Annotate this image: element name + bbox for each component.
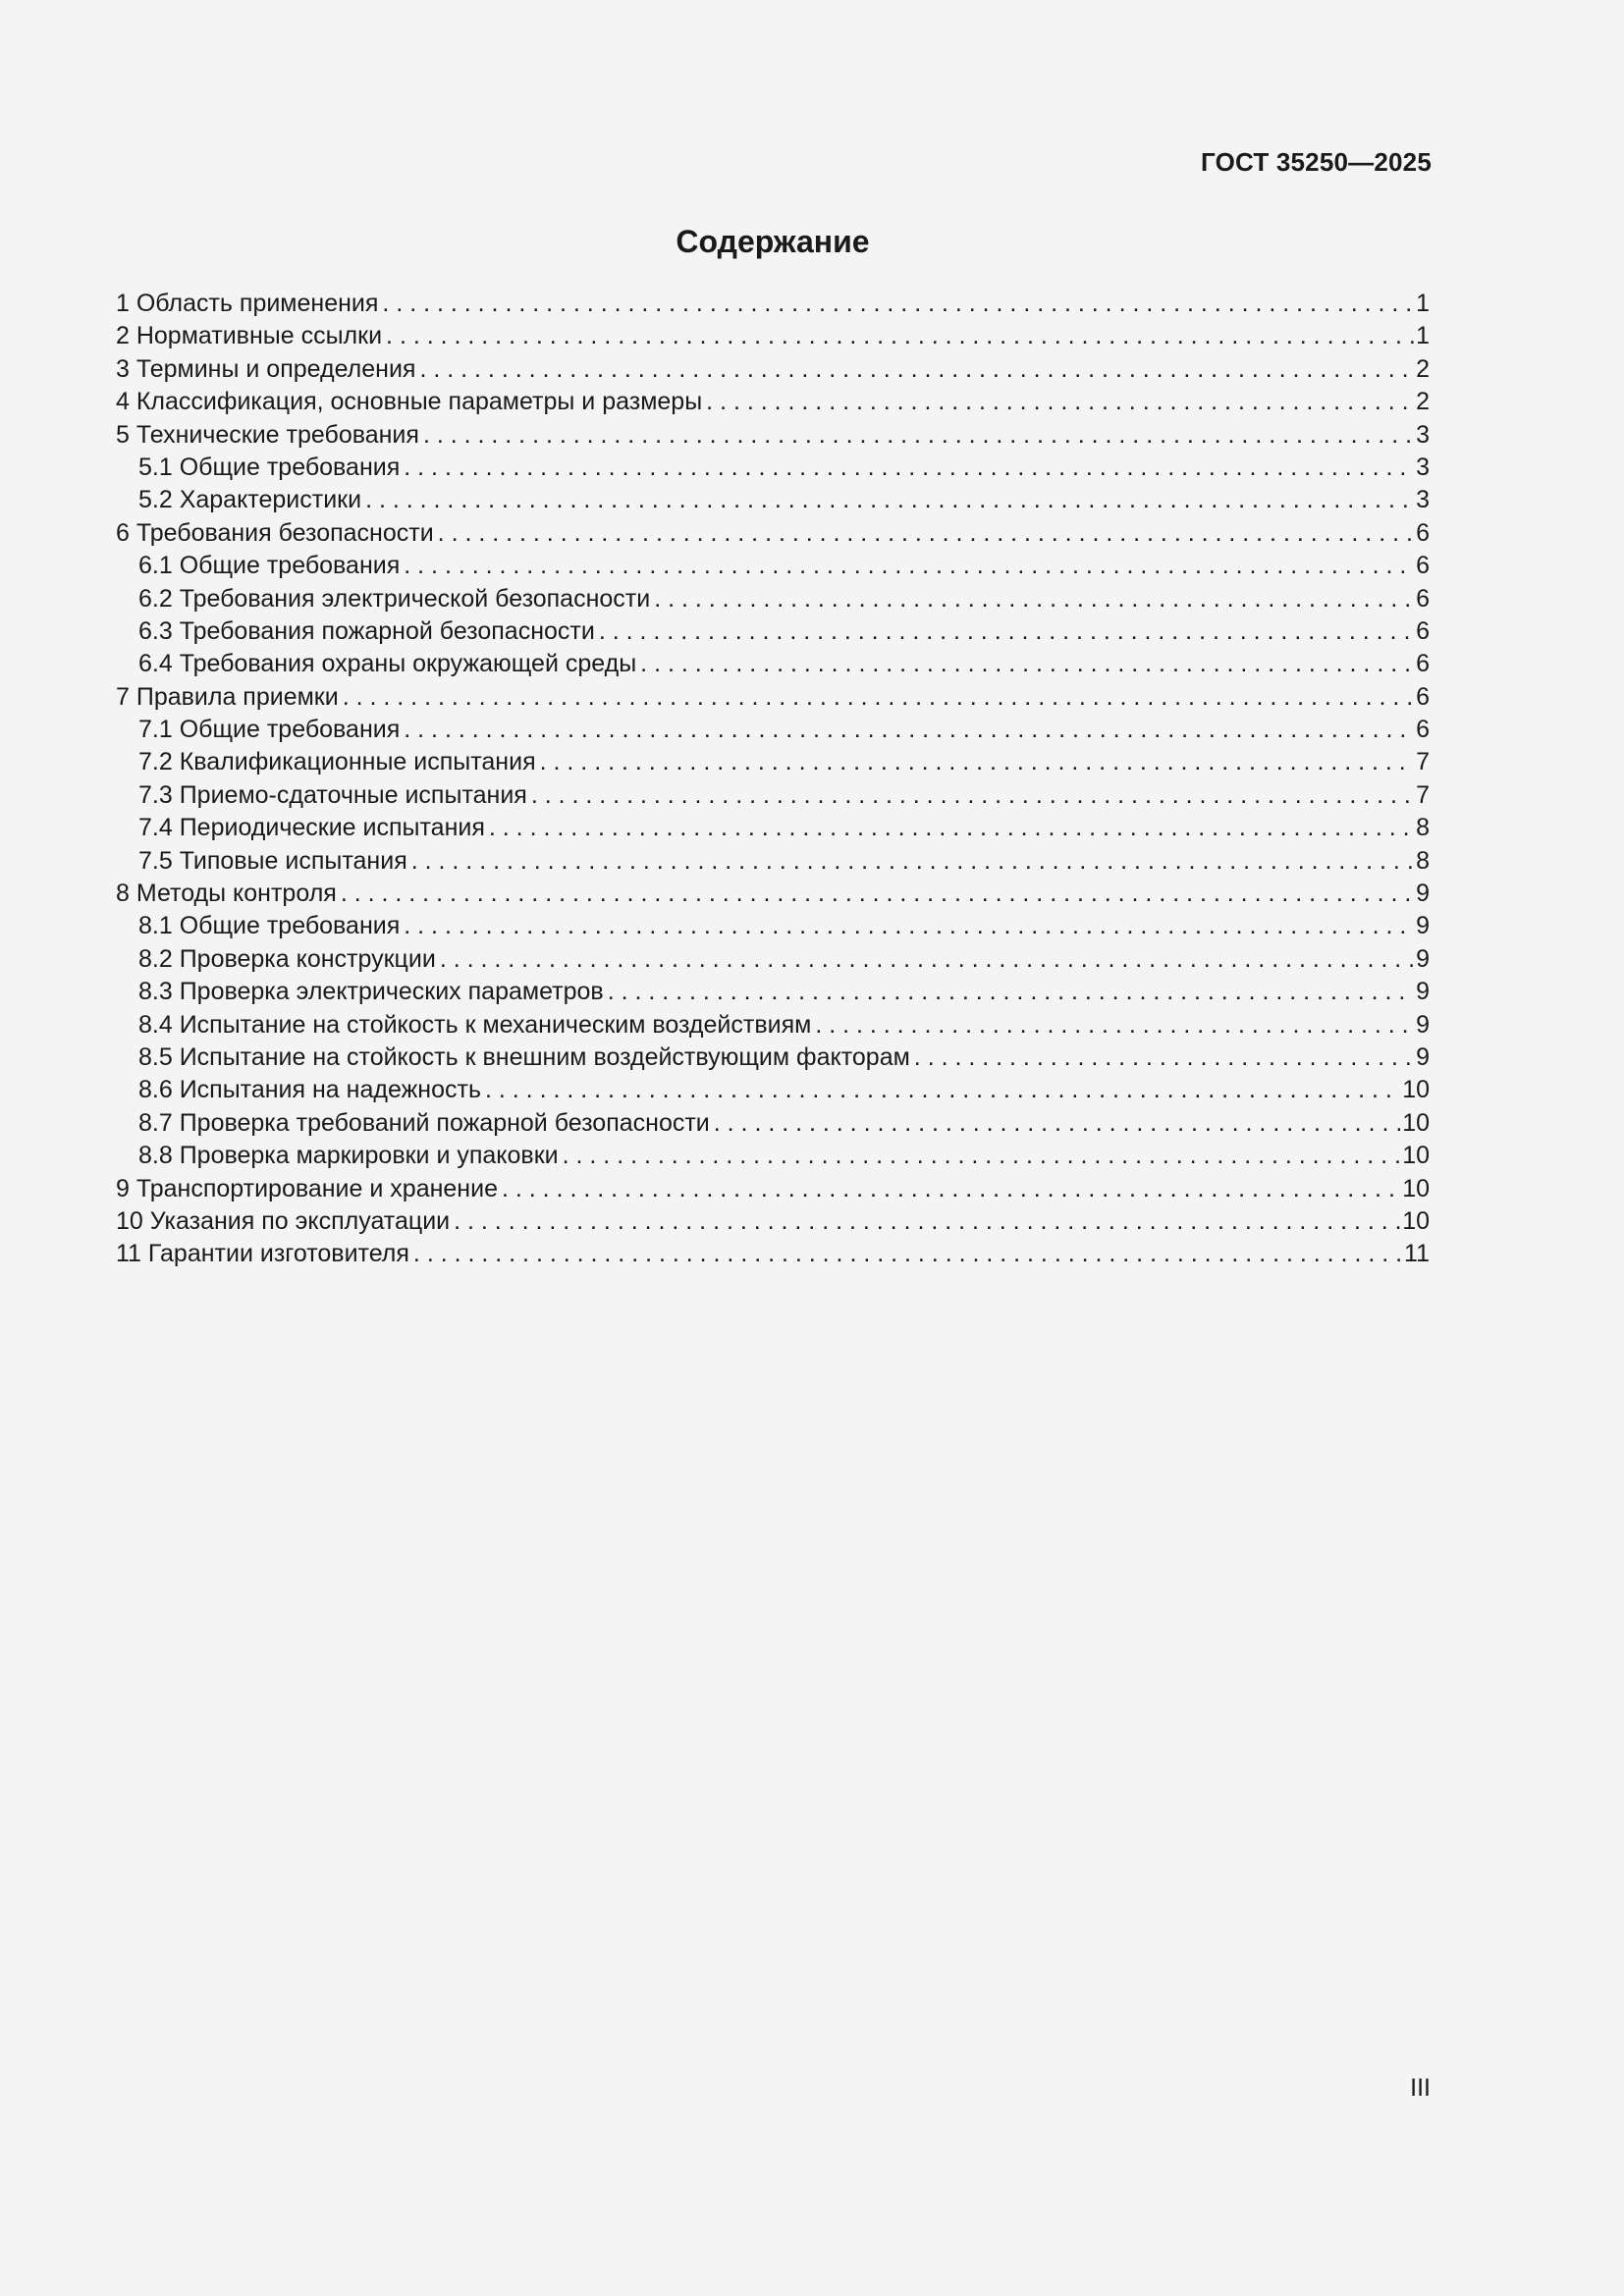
toc-entry-page: 6 [1416, 682, 1430, 711]
toc-dot-leader [365, 484, 1414, 516]
toc-entry-label: 7.4 Периодические испытания [138, 814, 485, 842]
toc-entry[interactable] [116, 320, 1430, 352]
toc-dot-leader [489, 812, 1414, 844]
toc-entry[interactable] [116, 550, 1430, 582]
toc-entry-label: 7 Правила приемки [116, 682, 339, 711]
toc-entry[interactable] [116, 681, 1430, 714]
toc-dot-leader [386, 320, 1414, 352]
toc-entry-page: 10 [1402, 1174, 1430, 1202]
toc-entry-page: 8 [1416, 814, 1430, 842]
toc-entry[interactable] [116, 1173, 1430, 1205]
toc-dot-leader [540, 746, 1414, 778]
toc-entry-page: 9 [1416, 944, 1430, 973]
toc-entry[interactable] [116, 1238, 1430, 1270]
toc-dot-leader [419, 353, 1414, 386]
toc-entry[interactable] [116, 288, 1430, 320]
toc-entry-label: 8.4 Испытание на стойкость к механическим воздействиям [138, 1010, 812, 1039]
toc-dot-leader [485, 1074, 1400, 1106]
toc-entry-label: 4 Классификация, основные параметры и размеры [116, 388, 703, 416]
toc-dot-leader [440, 943, 1414, 976]
toc-entry[interactable] [116, 517, 1430, 550]
toc-dot-leader [404, 452, 1414, 484]
toc-entry-page: 3 [1416, 420, 1430, 449]
toc-entry-label: 6.4 Требования охраны окружающей среды [138, 650, 637, 678]
toc-entry-label: 5 Технические требования [116, 420, 419, 449]
toc-entry-label: 8.6 Испытания на надежность [138, 1076, 481, 1104]
toc-entry-page: 7 [1416, 748, 1430, 776]
toc-dot-leader [640, 648, 1414, 680]
toc-entry-page: 9 [1416, 978, 1430, 1006]
toc-entry-page: 6 [1416, 650, 1430, 678]
toc-dot-leader [404, 550, 1414, 582]
table-of-contents [116, 288, 1430, 1271]
toc-dot-leader [438, 517, 1414, 550]
toc-entry[interactable] [116, 648, 1430, 680]
toc-dot-leader [654, 583, 1414, 615]
toc-entry-label: 8.8 Проверка маркировки и упаковки [138, 1142, 559, 1170]
toc-entry-label: 6.3 Требования пожарной безопасности [138, 616, 595, 645]
toc-entry-label: 5.2 Характеристики [138, 486, 362, 514]
toc-entry-page: 3 [1416, 486, 1430, 514]
toc-entry[interactable] [116, 943, 1430, 976]
toc-entry[interactable] [116, 1009, 1430, 1041]
toc-entry-page: 11 [1404, 1240, 1430, 1268]
toc-entry-label: 8.5 Испытание на стойкость к внешним воздействующим факторам [138, 1042, 910, 1071]
toc-entry[interactable] [116, 812, 1430, 844]
toc-entry-label: 8.7 Проверка требований пожарной безопасности [138, 1108, 710, 1137]
toc-dot-leader [423, 419, 1414, 452]
toc-entry-label: 10 Указания по эксплуатации [116, 1206, 451, 1235]
toc-entry[interactable] [116, 353, 1430, 386]
toc-entry-page: 9 [1416, 880, 1430, 908]
toc-entry[interactable] [116, 386, 1430, 418]
toc-entry-page: 2 [1416, 354, 1430, 383]
toc-entry-page: 9 [1416, 912, 1430, 940]
toc-entry[interactable] [116, 452, 1430, 484]
toc-entry-page: 6 [1416, 518, 1430, 547]
toc-entry-page: 10 [1402, 1076, 1430, 1104]
toc-dot-leader [714, 1107, 1400, 1140]
toc-entry-label: 2 Нормативные ссылки [116, 322, 383, 350]
toc-dot-leader [411, 845, 1414, 878]
toc-dot-leader [531, 779, 1414, 812]
toc-dot-leader [815, 1009, 1414, 1041]
toc-entry-label: 8.2 Проверка конструкции [138, 944, 436, 973]
document-code: ГОСТ 35250—2025 [1201, 147, 1432, 177]
toc-entry-label: 8.3 Проверка электрических параметров [138, 978, 604, 1006]
toc-entry-label: 11 Гарантии изготовителя [116, 1240, 409, 1268]
toc-entry-label: 5.1 Общие требования [138, 453, 401, 481]
toc-title: Содержание [676, 224, 870, 259]
toc-dot-leader [404, 910, 1414, 942]
toc-entry-label: 7.5 Типовые испытания [138, 846, 407, 875]
toc-dot-leader [706, 386, 1414, 418]
toc-entry[interactable] [116, 484, 1430, 516]
toc-entry-label: 6 Требования безопасности [116, 518, 434, 547]
toc-entry-page: 7 [1416, 780, 1430, 809]
page-number: III [1410, 2074, 1431, 2102]
toc-entry[interactable] [116, 976, 1430, 1008]
toc-entry-label: 7.3 Приемо-сдаточные испытания [138, 780, 527, 809]
toc-entry[interactable] [116, 1205, 1430, 1238]
toc-entry-page: 9 [1416, 1010, 1430, 1039]
toc-entry-page: 3 [1416, 453, 1430, 481]
toc-dot-leader [502, 1173, 1400, 1205]
toc-entry[interactable] [116, 583, 1430, 615]
toc-entry[interactable] [116, 1107, 1430, 1140]
toc-entry-page: 2 [1416, 388, 1430, 416]
toc-entry-label: 8.1 Общие требования [138, 912, 401, 940]
toc-dot-leader [599, 615, 1414, 648]
toc-entry[interactable] [116, 714, 1430, 746]
toc-dot-leader [382, 288, 1414, 320]
toc-entry-label: 7.1 Общие требования [138, 716, 401, 744]
toc-entry[interactable] [116, 419, 1430, 452]
toc-entry[interactable] [116, 615, 1430, 648]
toc-entry-page: 6 [1416, 552, 1430, 580]
toc-dot-leader [914, 1041, 1414, 1074]
toc-entry-page: 6 [1416, 716, 1430, 744]
toc-entry[interactable] [116, 746, 1430, 778]
toc-entry[interactable] [116, 845, 1430, 878]
toc-dot-leader [343, 681, 1414, 714]
toc-entry-label: 6.2 Требования электрической безопасности [138, 584, 651, 613]
toc-entry[interactable] [116, 1074, 1430, 1106]
toc-entry-page: 1 [1416, 290, 1430, 317]
toc-dot-leader [413, 1238, 1402, 1270]
toc-entry-page: 1 [1416, 322, 1430, 350]
toc-entry[interactable] [116, 878, 1430, 910]
toc-dot-leader [608, 976, 1414, 1008]
toc-entry-page: 8 [1416, 846, 1430, 875]
toc-entry-page: 6 [1416, 584, 1430, 613]
toc-entry-page: 6 [1416, 616, 1430, 645]
toc-entry-page: 9 [1416, 1042, 1430, 1071]
toc-entry-page: 10 [1402, 1108, 1430, 1137]
toc-dot-leader [454, 1205, 1400, 1238]
toc-entry[interactable] [116, 779, 1430, 812]
toc-entry-page: 10 [1402, 1206, 1430, 1235]
toc-entry[interactable] [116, 1140, 1430, 1172]
toc-entry[interactable] [116, 1041, 1430, 1074]
toc-entry[interactable] [116, 910, 1430, 942]
toc-dot-leader [404, 714, 1414, 746]
toc-entry-label: 7.2 Квалификационные испытания [138, 748, 536, 776]
toc-entry-label: 9 Транспортирование и хранение [116, 1174, 498, 1202]
toc-dot-leader [563, 1140, 1401, 1172]
toc-entry-page: 10 [1402, 1142, 1430, 1170]
toc-dot-leader [341, 878, 1414, 910]
toc-entry-label: 1 Область применения [116, 290, 379, 317]
toc-entry-label: 6.1 Общие требования [138, 552, 401, 580]
toc-entry-label: 3 Термины и определения [116, 354, 416, 383]
toc-entry-label: 8 Методы контроля [116, 880, 337, 908]
